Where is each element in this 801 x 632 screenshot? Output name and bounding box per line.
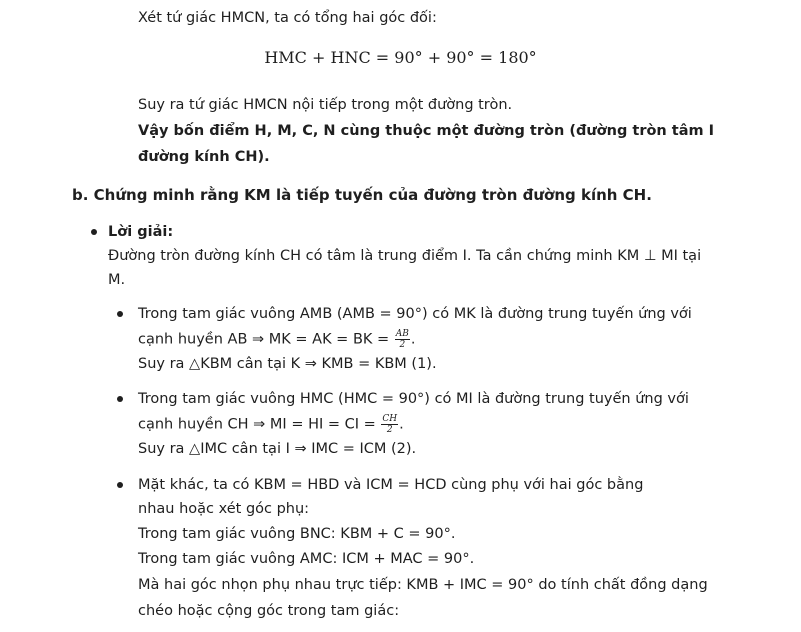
text-line: Trong tam giác vuông AMB (AMB = 90°) có MK là đường trung tuyến ứng với [138,306,692,322]
bullet [117,396,123,402]
text-line: M. [108,272,126,288]
text-line: Suy ra tứ giác HMCN nội tiếp trong một đường tròn. [138,97,513,113]
bullet [117,311,123,317]
bullet [91,229,97,235]
bullet [117,482,123,488]
conclusion-line: Vậy bốn điểm H, M, C, N cùng thuộc một đường tròn (đường tròn tâm I [138,123,715,139]
text-line: Mặt khác, ta có KBM = HBD và ICM = HCD cùng phụ với hai góc bằng [138,477,644,493]
fraction-numerator: CH [382,414,398,424]
text-line: Đường tròn đường kính CH có tâm là trung điểm I. Ta cần chứng minh KM ⊥ MI tại [108,248,702,264]
solution-label: Lời giải: [108,224,174,240]
text-line: Trong tam giác vuông BNC: KBM + C = 90°. [138,526,456,542]
text-segment: cạnh huyền CH ⇒ MI = HI = CI = [138,416,381,433]
text-line: chéo hoặc cộng góc trong tam giác: [138,603,400,619]
text-line: Suy ra △KBM cân tại K ⇒ KMB = KBM (1). [138,356,437,372]
text-line: Mà hai góc nhọn phụ nhau trực tiếp: KMB + IMC = 90° do tính chất đồng dạng [138,577,708,593]
part-b-heading: b. Chứng minh rằng KM là tiếp tuyến của đường tròn đường kính CH. [72,186,652,204]
text-line: Xét tứ giác HMCN, ta có tổng hai góc đối: [138,10,437,26]
fraction-denominator: 2 [399,340,406,350]
fraction-denominator: 2 [386,425,393,435]
fraction [395,329,410,350]
text-line: Suy ra △IMC cân tại I ⇒ IMC = ICM (2). [138,441,417,457]
text-line: nhau hoặc xét góc phụ: [138,501,310,517]
text-line: cạnh huyền AB ⇒ MK = AK = BK = $\frac{AB}{2}$ . [138,329,416,350]
display-equation: HMC + HNC = 90° + 90° = 180° [264,48,537,67]
conclusion-line: đường kính CH). [138,149,270,165]
text-line: Trong tam giác vuông AMC: ICM + MAC = 90°. [138,551,475,567]
fraction [381,414,398,435]
text-line: Trong tam giác vuông HMC (HMC = 90°) có MI là đường trung tuyến ứng với [138,391,689,407]
text-segment: cạnh huyền AB ⇒ MK = AK = BK = [138,331,394,348]
text-line: cạnh huyền CH ⇒ MI = HI = CI = $\frac{CH}{2}$ . [138,414,404,435]
fraction-numerator: AB [395,329,409,339]
